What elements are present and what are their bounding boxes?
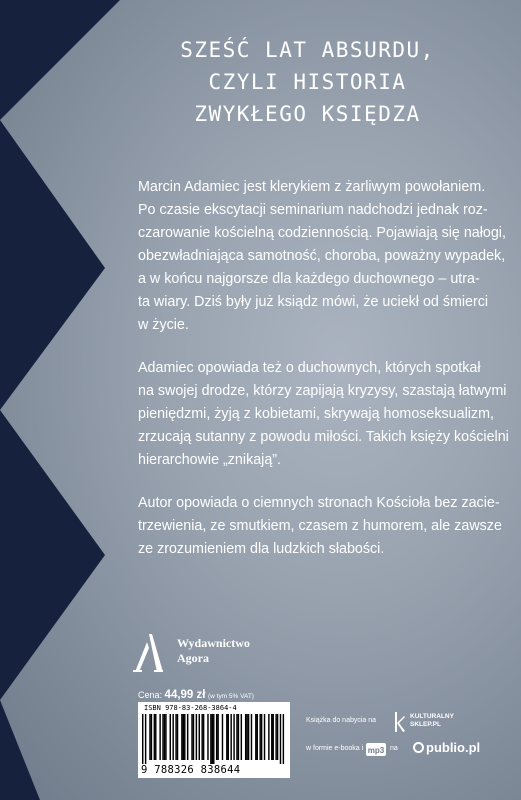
barcode-bar [170, 714, 171, 760]
barcode-bar [201, 714, 202, 760]
description-paragraph-2 [138, 357, 509, 472]
publisher-line: Wydawnictwo [177, 636, 250, 650]
publio-logo-icon [413, 742, 424, 753]
barcode-bar [257, 714, 258, 760]
text-line: obezwładniająca samotność, choroba, poważny wypadek, [138, 248, 506, 264]
barcode-bar [280, 714, 281, 764]
barcode-bar [164, 714, 165, 760]
text-line: na swojej drodze, którzy zapijają kryzysy, szastają łatwymi [138, 383, 507, 399]
headline-line: CZYLI HISTORIA [208, 70, 407, 94]
barcode-bar [187, 714, 188, 760]
barcode-bar [273, 714, 274, 760]
barcode-bar [277, 714, 278, 760]
barcode-bar [203, 714, 204, 760]
barcode-bar [149, 714, 150, 760]
barcode-bar [210, 714, 211, 764]
barcode-bar [261, 714, 262, 760]
barcode-bar [246, 714, 247, 760]
text-line: w życie. [138, 317, 189, 333]
price-value: 44,99 zł [164, 689, 206, 701]
barcode-bar [222, 714, 223, 760]
barcode-bar [230, 714, 231, 760]
text-line: ze zrozumieniem dla ludzkich słabości. [138, 541, 385, 557]
isbn-barcode [138, 702, 290, 778]
text-line: Autor opowiada o ciemnych stronach Kościoła bez zacie- [138, 495, 500, 511]
barcode-bar [236, 714, 237, 760]
barcode-bar [175, 714, 176, 760]
barcode-bar [271, 714, 272, 760]
text-line: a w końcu najgorsze dla każdego duchownego – utra- [138, 271, 480, 287]
barcode-bar [165, 714, 166, 760]
price-line [138, 689, 254, 701]
kulturalny-logo-icon [392, 712, 406, 732]
barcode-bar [213, 714, 214, 764]
cover-headline [150, 34, 465, 130]
price-label: Cena: [138, 690, 163, 700]
text-line: pieniędzmi, żyją z kobietami, skrywają homoseksualizm, [138, 406, 494, 422]
barcode-bar [162, 714, 163, 760]
mp3-label: mp3 [367, 746, 385, 755]
barcode-bar [264, 714, 265, 760]
barcode-bar [183, 714, 184, 760]
barcode-bars [142, 714, 286, 764]
text-line: Adamiec opowiada też o duchownych, których spotkał [138, 360, 481, 376]
barcode-bar [251, 714, 252, 760]
barcode-bar [184, 714, 185, 760]
barcode-bar [142, 714, 143, 764]
barcode-bar [159, 714, 160, 760]
barcode-bar [155, 714, 156, 760]
text-line: ta wiary. Dziś były już ksiądz mówi, że uciekł od śmierci [138, 294, 489, 310]
barcode-bar [181, 714, 182, 760]
ean-digits: 9 788326 838644 [141, 764, 241, 776]
text-line: zrzucają sutanny z powodu miłości. Takich księży kościelni [138, 429, 509, 445]
headline-line: SZEŚĆ LAT ABSURDU, [180, 38, 435, 62]
barcode-bar [283, 714, 284, 764]
barcode-bar [245, 714, 246, 760]
barcode-bar [238, 714, 239, 760]
barcode-bar [191, 714, 192, 760]
brand-line: SKLEP.PL [410, 721, 441, 728]
brand-line: KULTURALNY [410, 713, 454, 720]
text-line: hierarchowie „znikają”. [138, 452, 282, 468]
text-line: trzewienia, ze smutkiem, czasem z humorem, ale zawsze [138, 518, 502, 534]
barcode-bar [212, 714, 213, 764]
barcode-bar [259, 714, 260, 760]
barcode-bar [199, 714, 200, 760]
isbn-text: ISBN 978-83-268-3864-4 [144, 704, 237, 712]
description-paragraph-1 [138, 176, 506, 337]
agora-a-logo-icon [133, 634, 163, 672]
ebook-text: w formie e-booka i [306, 745, 364, 752]
publio-brand [413, 740, 480, 755]
description-paragraph-3 [138, 492, 502, 561]
barcode-bar [268, 714, 269, 760]
barcode-bar [241, 714, 242, 760]
on-text: na [390, 745, 398, 752]
publio-label: publio.pl [426, 740, 481, 755]
barcode-bar [154, 714, 155, 760]
headline-line: ZWYKŁEGO KSIĘDZA [194, 102, 421, 126]
barcode-bar [275, 714, 276, 760]
publisher-line: Agora [177, 651, 209, 665]
publisher-name [177, 636, 250, 666]
book-description [138, 176, 509, 581]
text-line: Po czasie ekscytacji seminarium nadchodzi jednak roz- [138, 202, 488, 218]
barcode-bar [255, 714, 256, 760]
barcode-bar [207, 714, 208, 760]
barcode-bar [216, 714, 217, 760]
barcode-bar [177, 714, 178, 760]
barcode-bar [145, 714, 146, 764]
barcode-bar [151, 714, 152, 760]
barcode-bar [226, 714, 227, 760]
barcode-bar [233, 714, 234, 760]
barcode-bar [196, 714, 197, 760]
text-line: Marcin Adamiec jest klerykiem z żarliwym powołaniem. [138, 179, 486, 195]
barcode-bar [172, 714, 173, 760]
kulturalny-brand [410, 713, 454, 729]
price-vat: (w tym 5% VAT) [207, 693, 254, 700]
mp3-icon [366, 743, 386, 756]
barcode-bar [248, 714, 249, 760]
text-line: czarowanie kościelną codziennością. Pojawiają się nałogi, [138, 225, 506, 241]
barcode-bar [228, 714, 229, 760]
barcode-bar [217, 714, 218, 760]
barcode-bar [193, 714, 194, 760]
availability-text: Książka do nabycia na [306, 717, 377, 724]
